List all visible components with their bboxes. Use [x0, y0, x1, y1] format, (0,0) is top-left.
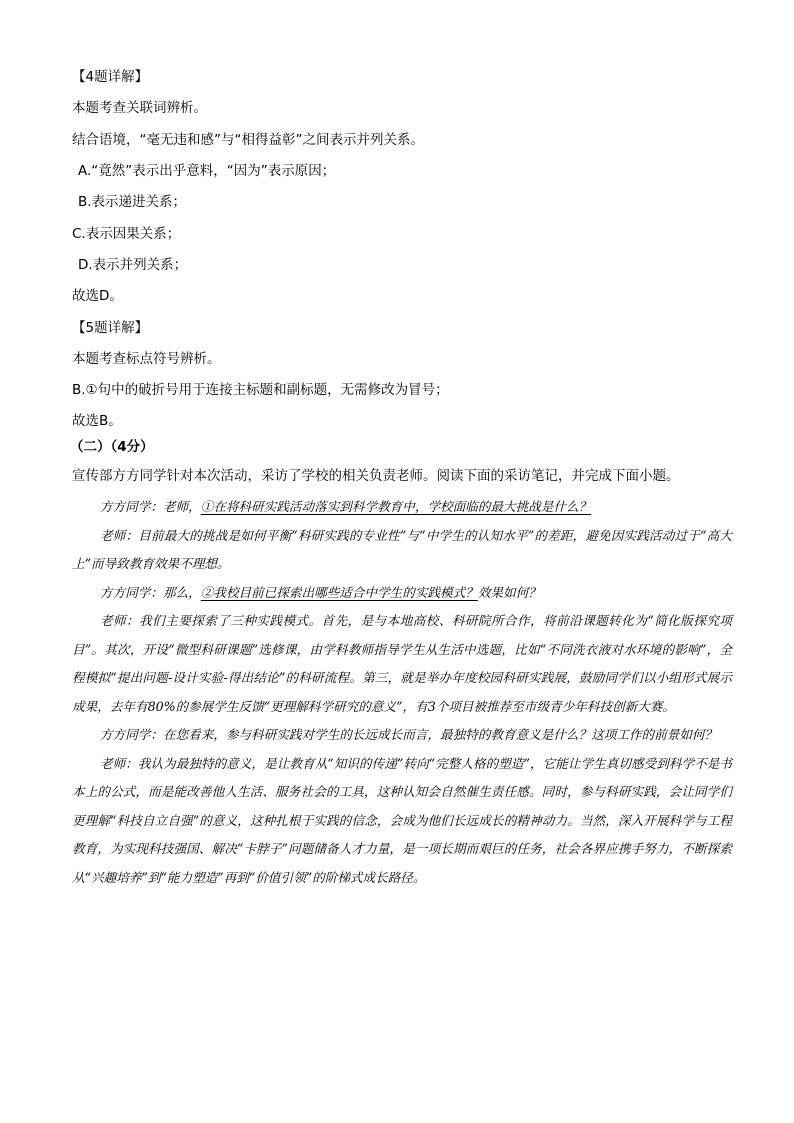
interview-answer-1: 老师：目前最大的挑战是如何平衡“科研实践的专业性”与“中学生的认知水平”的差距，避免因实践活动过于“高大上”而导致教育效果不理想。: [72, 527, 732, 571]
question-2-speaker: 方方同学：那么，: [100, 584, 201, 600]
q4-intro: 本题考查关联词辨析。: [72, 100, 207, 116]
interview-notes: [72, 493, 732, 892]
q4-choice: 故选D。: [72, 288, 123, 304]
question-2-tail: 效果如何？: [477, 584, 541, 600]
q4-option-a: A.“竟然”表示出乎意料，“因为”表示原因；: [78, 163, 336, 179]
q5-header: 【5题详解】: [72, 320, 149, 336]
q4-context: 结合语境，“毫无违和感”与“相得益彰”之间表示并列关系。: [72, 132, 424, 148]
q5-intro: 本题考查标点符号辨析。: [72, 351, 221, 367]
interview-question-1: [72, 493, 732, 522]
q4-option-b: B.表示递进关系；: [78, 194, 187, 210]
section-heading: （二）（4分）: [70, 439, 154, 455]
interview-answer-2: 老师：我们主要探索了三种实践模式。首先，是与本地高校、科研院所合作，将前沿课题转化为“简化版探究项目”。其次，开设“微型科研课题”选修课，由学科教师指导学生从生活中选题，比如“不同洗衣液对水环境的影响”，全程模拟“提出问题-设计实验-得出结论”的科研流程。第三，就是举办年度校园科研实践展，鼓励同学们以小组形式展示成果，去年有80%的参展学生反馈“更理解科学研究的意义”，有3个项目被推荐至市级青少年科技创新大赛。: [72, 613, 732, 714]
interview-question-2: [72, 579, 732, 608]
q5-option-b: B.①句中的破折号用于连接主标题和副标题，无需修改为冒号；: [72, 382, 449, 398]
q4-option-d: D.表示并列关系；: [78, 257, 188, 273]
interview-question-3: 方方同学：在您看来，参与科研实践对学生的长远成长而言，最独特的教育意义是什么？这项工作的前景如何？: [100, 727, 718, 742]
question-1-underlined: ①在将科研实践活动落实到科学教育中，学校面临的最大挑战是什么？: [200, 499, 592, 514]
interview-answer-3: 老师：我认为最独特的意义，是让教育从“知识的传递”转向“完整人格的塑造”，它能让学生真切感受到科学不是书本上的公式，而是能改善他人生活、服务社会的工具，这种认知会自然催生责任感。同时，参与科研实践，会让同学们更理解“科技自立自强”的意义，这种扎根于实践的信念，会成为他们长远成长的精神动力。当然，深入开展科学与工程教育，为实现科技强国、解决“卡脖子”问题储备人才力量，是一项长期而艰巨的任务，社会各界应携手努力，不断探索从“兴趣培养”到“能力塑造”再到“价值引领”的阶梯式成长路径。: [72, 755, 732, 885]
q4-option-c: C.表示因果关系；: [72, 226, 181, 242]
q4-header: 【4题详解】: [72, 69, 149, 85]
question-1-speaker: 方方同学：老师，: [100, 499, 201, 514]
question-2-underlined: ②我校目前已探索出哪些适合中学生的实践模式？: [200, 584, 478, 600]
section-intro: 宣传部方方同学针对本次活动，采访了学校的相关负责老师。阅读下面的采访笔记，并完成下面小题。: [72, 468, 680, 484]
q5-choice: 故选B。: [72, 413, 122, 429]
